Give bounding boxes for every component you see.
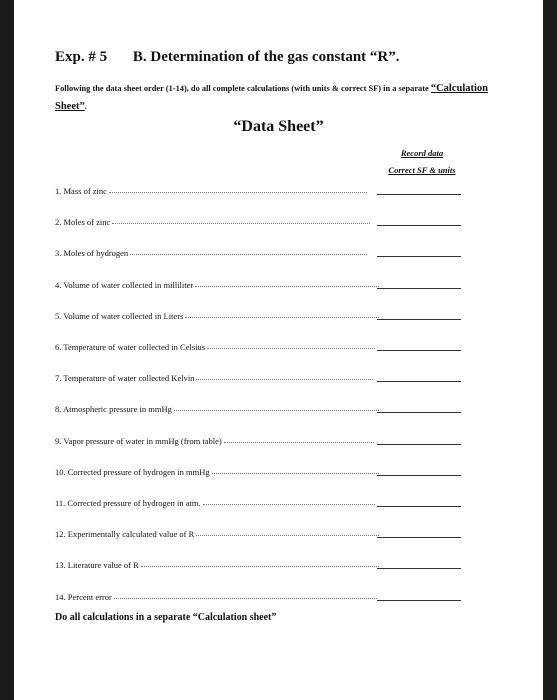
data-item-label: 10. Corrected pressure of hydrogen in mmHg bbox=[55, 466, 210, 477]
experiment-title: B. Determination of the gas constant “R”. bbox=[132, 49, 400, 65]
answer-blank[interactable] bbox=[377, 412, 461, 413]
data-item-row bbox=[55, 213, 370, 227]
answer-blank[interactable] bbox=[377, 288, 461, 289]
answer-blank[interactable] bbox=[377, 537, 461, 538]
worksheet-page bbox=[14, 0, 543, 700]
data-item-label: 8. Atmospheric pressure in mmHg bbox=[55, 404, 172, 415]
data-item-row bbox=[55, 525, 379, 539]
data-item-label: 9. Vapor pressure of water in mmHg (from table) bbox=[55, 435, 222, 446]
page-title bbox=[55, 49, 400, 66]
data-item-label: 3. Moles of hydrogen bbox=[55, 248, 129, 259]
dotted-leader bbox=[174, 410, 379, 411]
dotted-leader bbox=[196, 535, 379, 536]
answer-blank[interactable] bbox=[377, 506, 461, 507]
answer-blank[interactable] bbox=[377, 600, 461, 601]
data-item-label: 7. Temperature of water collected Kelvin bbox=[55, 373, 195, 384]
calculation-sheet-reference: “Calculation Sheet” bbox=[55, 83, 488, 112]
instructions bbox=[55, 80, 505, 116]
data-item-row bbox=[55, 307, 379, 321]
data-item-label: 1. Mass of zinc bbox=[55, 186, 107, 196]
data-item-row bbox=[55, 556, 379, 570]
data-item-row bbox=[55, 182, 367, 196]
data-sheet-heading: “Data Sheet” bbox=[233, 118, 324, 135]
footer-note: Do all calculations in a separate “Calculation sheet” bbox=[55, 612, 277, 623]
data-item-row bbox=[55, 400, 379, 414]
answer-blank[interactable] bbox=[377, 568, 461, 569]
answer-blank[interactable] bbox=[377, 475, 461, 476]
answer-blank[interactable] bbox=[377, 225, 461, 226]
dotted-leader bbox=[114, 598, 377, 599]
dotted-leader bbox=[112, 223, 370, 224]
data-item-row bbox=[55, 244, 367, 258]
data-item-row bbox=[55, 369, 373, 383]
data-item-label: 6. Temperature of water collected in Celsius bbox=[55, 342, 206, 352]
data-item-row bbox=[55, 432, 374, 446]
data-item-label: 12. Experimentally calculated value of R bbox=[55, 529, 195, 540]
correct-sf-units-label: Correct SF & units bbox=[388, 165, 456, 175]
dotted-leader bbox=[141, 566, 379, 567]
instructions-end: . bbox=[84, 102, 87, 111]
data-item-row bbox=[55, 494, 375, 508]
dotted-leader bbox=[203, 504, 375, 505]
answer-blank[interactable] bbox=[377, 256, 461, 257]
experiment-number: Exp. # 5 bbox=[55, 49, 108, 65]
dotted-leader bbox=[207, 348, 375, 349]
dotted-leader bbox=[130, 254, 367, 255]
data-item-label: 4. Volume of water collected in milliliter bbox=[55, 279, 194, 290]
data-item-label: 13. Literature value of R bbox=[55, 560, 139, 571]
answer-blank[interactable] bbox=[377, 194, 461, 195]
answer-blank[interactable] bbox=[377, 381, 461, 382]
data-item-row bbox=[55, 338, 375, 352]
dotted-leader bbox=[109, 192, 367, 193]
data-item-label: 11. Corrected pressure of hydrogen in atm. bbox=[55, 498, 201, 508]
answer-blank[interactable] bbox=[377, 319, 461, 320]
record-data-label: Record data bbox=[400, 148, 444, 158]
dotted-leader bbox=[224, 442, 374, 443]
dotted-leader bbox=[196, 379, 373, 380]
instructions-text: Following the data sheet order (1-14), do all complete calculations (with units & correct SF) in a separate bbox=[55, 84, 431, 93]
data-item-label: 2. Moles of zinc bbox=[55, 217, 111, 228]
dotted-leader bbox=[195, 286, 379, 287]
data-item-row bbox=[55, 463, 379, 477]
dotted-leader bbox=[185, 317, 379, 318]
data-item-label: 5. Volume of water collected in Liters bbox=[55, 310, 184, 321]
answer-blank[interactable] bbox=[377, 350, 461, 351]
record-data-header bbox=[372, 145, 472, 179]
data-item-row bbox=[55, 276, 379, 290]
answer-blank[interactable] bbox=[377, 444, 461, 445]
data-item-label: 14. Percent error bbox=[55, 591, 112, 602]
data-item-row bbox=[55, 588, 377, 602]
dotted-leader bbox=[212, 473, 379, 474]
